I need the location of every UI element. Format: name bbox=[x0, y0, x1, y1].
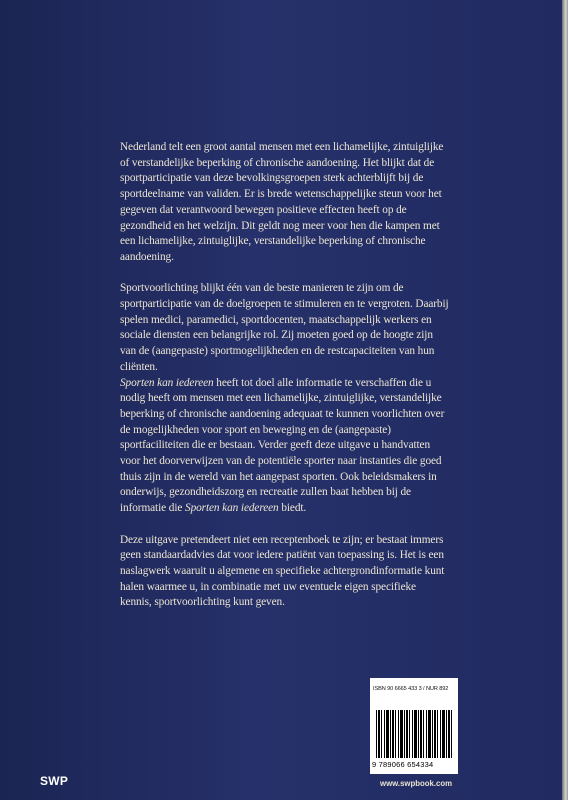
paragraph-doel-end: biedt. bbox=[278, 502, 307, 515]
barcode-panel bbox=[370, 678, 458, 774]
paragraph-sportvoorlichting: Sportvoorlichting blijkt één van de beste manieren te zijn om de sportparticipatie van de doelgroepen te stimuleren en te vergroten. Daarbij spelen medici, paramedici, sportdocenten, maatschappelijk werkers en sociale diensten een belangrijke rol. Zij moeten goed op de hoogte zijn van de (aangepaste) sportmogelijkheden en de restcapaciteiten van hun cliënten. bbox=[120, 282, 449, 373]
book-title-inline-2: Sporten kan iedereen bbox=[185, 502, 279, 515]
paragraph-intro: Nederland telt een groot aantal mensen met een lichamelijke, zintuiglijke of verstandelijke beperking of chronische aandoening. Het blijkt dat de sportparticipatie van deze bevolkingsgroepen sterk achterblijft bij de sportdeelname van validen. Er is brede wetenschappelijke steun voor het gegeven dat verantwoord bewegen positieve effecten heeft op de gezondheid en het welzijn. Dit geldt nog meer voor hen die kampen met een lichamelijke, zintuiglijke, verstandelijke beperking of chronische aandoening. bbox=[120, 141, 444, 263]
paragraph-doel-text: heeft tot doel alle informatie te verschaffen die u nodig heeft om mensen met een lichamelijke, zintuiglijke, verstandelijke beperking of chronische aandoening adequaat te kunnen voorlichten over de mogelijkheden voor sport en beweging en de (aangepaste) sportfaciliteiten die er bestaan. Verder geeft deze uitgave u handvatten voor het doorverwijzen van de potentiële sporter naar instanties die goed thuis zijn in de wereld van het aangepast sporten. Ook beleidsmakers in onderwijs, gezondheidszorg en recreatie zullen baat hebben bij de informatie die bbox=[120, 376, 445, 515]
barcode-number: 9 789066 654334 bbox=[372, 760, 434, 769]
publisher-logo: SWP bbox=[40, 774, 69, 788]
barcode-icon bbox=[376, 710, 454, 758]
isbn-label: ISBN 90 6665 433 3 / NUR 892 bbox=[373, 686, 449, 692]
page-edge bbox=[562, 0, 568, 800]
book-title-inline: Sporten kan iedereen bbox=[120, 376, 214, 389]
paragraph-naslagwerk: Deze uitgave pretendeert niet een receptenboek te zijn; er bestaat immers geen standaardadvies dat voor iedere patiënt van toepassing is. Het is een naslagwerk waaruit u algemene en specifieke achtergrondinformatie kunt halen waarmee u, in combinatie met uw eventuele eigen specifieke kennis, sportvoorlichting kunt geven. bbox=[120, 533, 445, 609]
blurb-text bbox=[120, 140, 450, 627]
publisher-website: www.swpbook.com bbox=[380, 779, 453, 788]
paragraph-doel bbox=[120, 376, 450, 517]
